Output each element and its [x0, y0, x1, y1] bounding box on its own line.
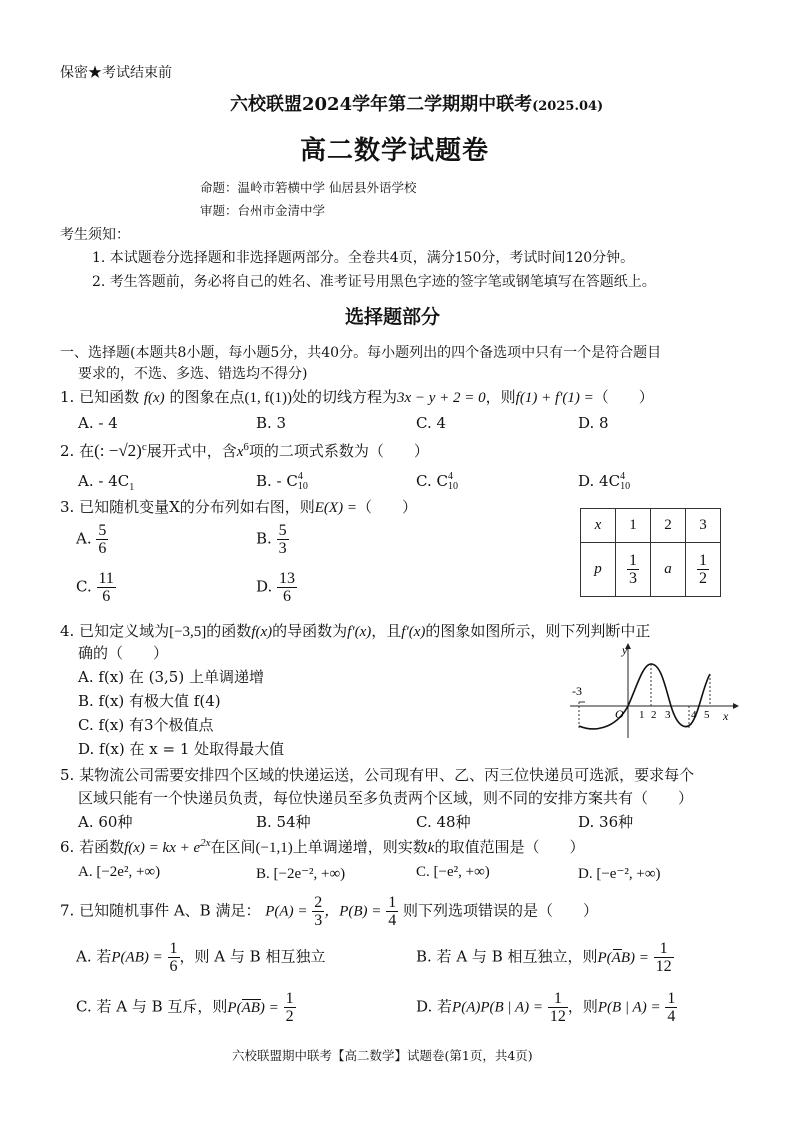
page-footer: 六校联盟期中联考【高二数学】试题卷(第1页，共4页): [232, 1048, 533, 1063]
q2-x-power: 6: [243, 441, 249, 453]
q3-option-a-den: 6: [98, 540, 107, 557]
q6-interval: (−1,1): [255, 840, 293, 856]
author-line: [200, 178, 417, 196]
q4-option-b: B. f(x) 有极大值 f(4): [78, 692, 221, 710]
exam-title-text: 六校联盟2024学年第二学期期中联考: [230, 94, 533, 115]
q4-fx: f(x): [251, 624, 273, 640]
q7-option-b-expr-wrap: [598, 950, 649, 966]
q3-option-a-label: A.: [76, 529, 92, 548]
q6-stem: [60, 836, 584, 857]
q3-option-c: [76, 570, 116, 605]
table-cell: a: [651, 543, 686, 597]
q5-option-a: A. 60种: [78, 813, 133, 831]
x-axis-arrow: [733, 703, 739, 709]
q2-stem-a: 2. 在: [60, 442, 95, 460]
q6-exponent: 2x: [200, 837, 211, 849]
notice-item-2: 2. 考生答题前，务必将自己的姓名、准考证号用黑色字迹的签字笔或钢笔填写在答题纸上。: [92, 274, 656, 290]
q7-option-a-den: 6: [169, 958, 178, 975]
q5-line-2: 区域只能有一个快递员负责，每位快递员至多负责两个区域，则不同的安排方案共有（ ）: [78, 789, 694, 807]
q7-option-c-expr-wrap: [227, 1000, 278, 1016]
p1-den: 3: [629, 570, 637, 587]
q2-x: x: [236, 444, 244, 460]
q4-option-d: D. f(x) 在 x = 1 处取得最大值: [78, 740, 285, 758]
q6-k: k: [427, 840, 435, 856]
q2-option-a-text: A. - 4C: [78, 472, 130, 490]
q1-tangent: 3x − y + 2 = 0: [396, 390, 486, 406]
author-label: 命题：: [200, 180, 238, 195]
paper-title: 高二数学试题卷: [300, 136, 490, 166]
q7-option-d-text: D. 若: [416, 997, 453, 1016]
q1-stem: [60, 386, 654, 407]
q3-option-b-num: 5: [278, 522, 287, 539]
tick-label: 4: [691, 709, 697, 721]
q3-option-d-den: 6: [283, 588, 292, 605]
q1-option-b: B. 3: [256, 414, 287, 432]
tick-label: 5: [704, 709, 710, 721]
q6-stem-g: 的取值范围是（ ）: [434, 838, 585, 856]
q3-option-b: [256, 522, 289, 557]
derivative-graph: [565, 640, 740, 740]
author-value: 温岭市箬横中学 仙居县外语学校: [237, 180, 417, 195]
q7-stem: [60, 894, 598, 929]
q1-stem-g: ，则: [485, 388, 516, 406]
distribution-table: [580, 508, 721, 597]
q3-option-c-label: C.: [76, 577, 92, 596]
q4-stem-i: 的图象如图所示，则下列判断中正: [425, 622, 651, 640]
reviewer-line: [200, 201, 325, 219]
q2-option-b-sub: 10: [297, 481, 308, 492]
table-cell: x: [581, 509, 616, 543]
q7-option-c-text: C. 若 A 与 B 互斥，则: [76, 997, 228, 1016]
q7-pa-den: 3: [314, 912, 323, 929]
q2-option-b-sup: 4: [297, 471, 303, 482]
q2-option-d-sub: 10: [620, 481, 631, 492]
q1-blank: （ ）: [593, 388, 654, 406]
q2-option-c: [416, 472, 458, 492]
q2-option-d-text: D. 4C: [578, 472, 621, 490]
q3-option-c-num: 11: [98, 570, 114, 587]
q7-pa-num: 2: [314, 894, 323, 911]
q2-option-c-sup: 4: [447, 471, 453, 482]
q7-pa: P(A) =: [265, 903, 308, 920]
q7-option-d: [416, 990, 677, 1025]
q6-option-c: C. [−e², +∞): [416, 864, 490, 880]
q2-stem-g: 项的二项式系数为（ ）: [248, 442, 429, 460]
q7-option-d-num: 1: [548, 990, 568, 1008]
q6-option-d: D. [−e⁻², +∞): [578, 866, 661, 882]
table-cell: 3: [686, 509, 721, 543]
q6-stem-a: 6. 若函数: [60, 838, 125, 856]
q4-stem-cont: 确的（ ）: [78, 644, 169, 662]
overline-ab: [242, 999, 261, 1000]
q5-line-1: 5. 某物流公司需要安排四个区域的快递运送，公司现有甲、乙、丙三位快递员可选派，要求每个: [60, 766, 695, 784]
table-cell: [686, 543, 721, 597]
q3-option-b-den: 3: [278, 540, 287, 557]
q7-option-b-num: 1: [654, 940, 674, 958]
q5-option-b: B. 54种: [256, 813, 311, 831]
q4-domain: [−3,5]: [169, 624, 207, 640]
y-label: y: [622, 643, 628, 657]
q2-binomial: (: −√2): [94, 441, 142, 460]
q7-option-a-tail: ，则 A 与 B 相互独立: [179, 947, 326, 966]
q3-expectation: E(X) =: [314, 500, 357, 516]
q6-option-a: A. [−2e², +∞): [78, 864, 161, 880]
q3-option-b-label: B.: [256, 529, 272, 548]
q3-option-a-num: 5: [98, 522, 107, 539]
q7-option-c: [76, 990, 296, 1025]
q5-option-c: C. 48种: [416, 813, 471, 831]
q1-fx: f(x): [143, 390, 165, 406]
q7-option-a: [76, 940, 325, 975]
q7-pb: ，P(B) =: [324, 903, 382, 920]
notice-item-1: 1. 本试题卷分选择题和非选择题两部分。全卷共4页，满分150分，考试时间120分钟。: [92, 250, 635, 266]
q7-option-a-expr: P(AB) =: [111, 949, 163, 966]
q7-stem-a: 7. 已知随机事件 A、B 满足：: [60, 901, 261, 920]
section-title: 选择题部分: [345, 306, 441, 328]
q1-option-d: D. 8: [578, 414, 609, 432]
q4-stem: [60, 620, 650, 641]
q2-stem: [60, 440, 429, 461]
table-cell: p: [581, 543, 616, 597]
q1-stem-e: 处的切线方程为: [291, 388, 397, 406]
q3-option-c-den: 6: [102, 588, 111, 605]
q7-option-d-expr2: P(B | A) =: [597, 999, 661, 1016]
q4-stem-c: 的函数: [206, 622, 252, 640]
q7-option-d-den2: 4: [667, 1008, 676, 1025]
q7-option-d-num2: 1: [667, 990, 676, 1007]
q2-option-d: [578, 472, 630, 492]
q7-option-b-expr: P(AB) =: [597, 949, 649, 966]
q7-option-b-text: B. 若 A 与 B 相互独立，则: [416, 947, 598, 966]
q2-stem-d: 展开式中，含: [146, 442, 237, 460]
exam-title: [230, 90, 603, 116]
part-heading: 一、选择题(本题共8小题，每小题5分，共40分。每小题列出的四个备选项中只有一个是符合题目: [60, 345, 662, 361]
q4-stem-a: 4. 已知定义域为: [60, 622, 170, 640]
q2-option-b: [256, 472, 308, 492]
q1-stem-c: 的图象在点: [164, 388, 245, 406]
tick-label: 3: [665, 709, 671, 721]
q7-pb-den: 4: [388, 912, 397, 929]
q2-option-d-sup: 4: [620, 471, 626, 482]
q1-point: (1, f(1)): [244, 390, 292, 406]
q2-option-c-text: C. C: [416, 472, 448, 490]
left-tick-label: -3: [572, 684, 582, 698]
q1-option-a: A. - 4: [78, 414, 118, 432]
q7-option-c-den: 2: [285, 1008, 294, 1025]
table-cell: 2: [651, 509, 686, 543]
table-cell: [616, 543, 651, 597]
q7-option-b: [416, 940, 674, 975]
q2-option-c-sub: 10: [447, 481, 458, 492]
origin-label: O: [615, 707, 624, 721]
q4-fprime-2: f′(x): [401, 624, 426, 640]
q4-fprime: f′(x): [347, 624, 372, 640]
tick-label: 2: [651, 709, 657, 721]
q4-option-c: C. f(x) 有3个极值点: [78, 716, 214, 734]
q7-option-d-mid: ，则: [567, 997, 598, 1016]
part-heading-cont: 要求的，不选、多选、错选均不得分): [78, 366, 308, 382]
q7-pb-num: 1: [388, 894, 397, 911]
q2-exponent: c: [141, 441, 147, 453]
p3-den: 2: [699, 570, 707, 587]
tick-label: 1: [639, 709, 645, 721]
q7-option-c-expr: P(AB) =: [227, 999, 279, 1016]
p3-num: 1: [699, 552, 707, 569]
notice-title: 考生须知：: [60, 227, 130, 243]
q1-expr: f(1) + f′(1) =: [515, 390, 594, 406]
q3-blank: （ ）: [356, 498, 417, 516]
q7-option-a-num: 1: [169, 940, 178, 957]
reviewer-label: 审题：: [200, 203, 238, 218]
q3-option-d-num: 13: [279, 570, 296, 587]
q3-option-d: [256, 570, 297, 605]
x-label: x: [723, 709, 729, 723]
q1-option-c: C. 4: [416, 414, 447, 432]
q6-option-b: B. [−2e⁻², +∞): [256, 866, 346, 882]
q3-stem-text: 3. 已知随机变量X的分布列如右图，则: [60, 498, 315, 516]
q4-option-a: A. f(x) 在 (3,5) 上单调递增: [78, 668, 264, 686]
q2-option-b-text: B. - C: [256, 472, 298, 490]
q4-stem-g: ，且: [371, 622, 402, 640]
confidential-mark: 保密★考试结束前: [60, 65, 172, 81]
exam-date: (2025.04): [532, 99, 604, 114]
q2-option-a: [78, 472, 134, 493]
q3-stem: [60, 496, 417, 517]
q6-stem-e: 上单调递增，则实数: [292, 838, 428, 856]
overline-a: [613, 949, 622, 950]
q7-stem-tail: 则下列选项错误的是（ ）: [403, 901, 599, 920]
q5-option-d: D. 36种: [578, 813, 634, 831]
q7-option-d-expr: P(A)P(B | A) =: [452, 999, 544, 1016]
q6-fx: f(x) = kx + e: [124, 840, 201, 856]
q3-option-a: [76, 522, 108, 557]
q1-stem-a: 1. 已知函数: [60, 388, 144, 406]
q7-option-b-den: 12: [655, 958, 672, 975]
reviewer-value: 台州市金清中学: [237, 203, 326, 218]
q3-option-d-label: D.: [256, 577, 273, 596]
q2-option-a-sub: 1: [129, 482, 135, 493]
q7-option-c-num: 1: [285, 990, 294, 1007]
q7-option-d-den: 12: [549, 1008, 566, 1025]
q4-stem-e: 的导函数为: [272, 622, 348, 640]
p1-num: 1: [629, 552, 637, 569]
q7-option-a-text: A. 若: [76, 947, 112, 966]
table-cell: 1: [616, 509, 651, 543]
q6-stem-c: 在区间: [210, 838, 256, 856]
